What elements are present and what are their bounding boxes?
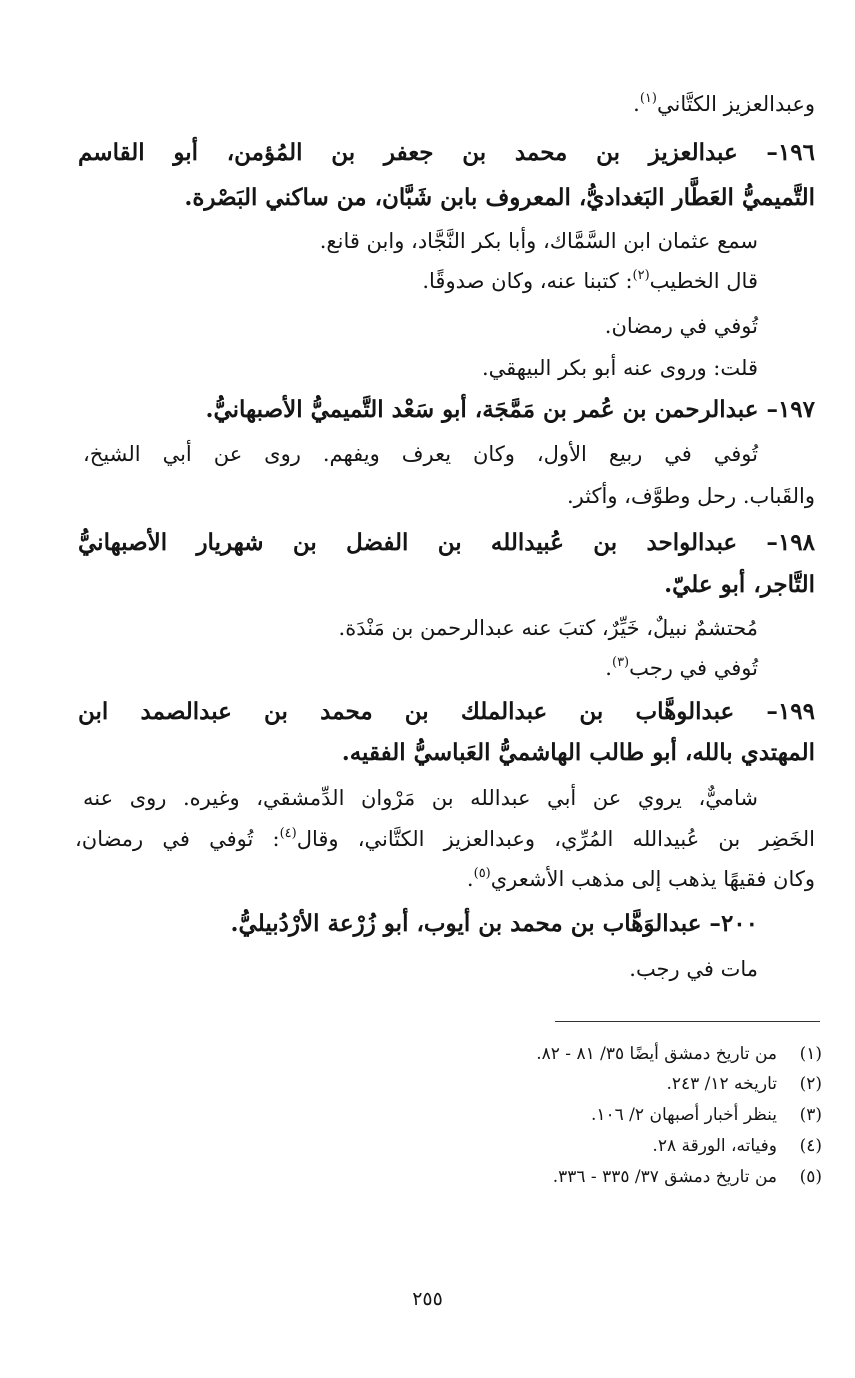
entry-196-text (422, 265, 758, 297)
footnote (591, 1101, 822, 1129)
footnote-number: (١) (799, 1044, 822, 1064)
entry-199-text (467, 863, 815, 895)
text: الخَضِر بن عُبيدالله المُرِّي، وعبدالعزيز الكتَّاني، وقال (296, 827, 816, 851)
footnote-text: وفياته، الورقة ٢٨. (652, 1136, 777, 1156)
entry-196-heading-line-1: ١٩٦– عبدالعزيز بن محمد بن جعفر بن المُؤمن، أبو القاسم (78, 139, 815, 166)
entry-199-text (75, 823, 815, 855)
footnote-number: (٤) (799, 1136, 822, 1156)
entry-196-text: قلت: وروى عنه أبو بكر البيهقي. (482, 356, 758, 380)
footnote-number: (٥) (799, 1167, 822, 1187)
text: وعبدالعزيز الكتَّاني (656, 92, 815, 116)
footnote-separator (555, 1021, 820, 1022)
entry-196-text: سمع عثمان ابن السَّمَّاك، وأبا بكر النَّجَّاد، وابن قانع. (319, 229, 758, 253)
footnote (536, 1040, 822, 1068)
text: : تُوفي في رمضان، (75, 827, 280, 851)
entry-198-heading-line-2: التَّاجر، أبو عليّ. (664, 571, 815, 598)
text: : كتبنا عنه، وكان صدوقًا. (422, 269, 633, 293)
continuation-line (633, 88, 815, 120)
entry-198-heading-line-1: ١٩٨– عبدالواحد بن عُبيدالله بن الفضل بن شهريار الأصبهانيُّ (78, 529, 815, 556)
footnote (652, 1132, 822, 1160)
text: . (605, 656, 612, 680)
footnote-text: تاريخه ١٢/ ٢٤٣. (666, 1074, 777, 1094)
text: تُوفي في رجب (629, 656, 758, 680)
entry-196-heading-line-2: التَّميميُّ العَطَّار البَغداديُّ، المعروف بابن شَبَّان، من ساكني البَصْرة. (184, 184, 815, 211)
footnote-text: ينظر أخبار أصبهان ٢/ ١٠٦. (590, 1105, 777, 1125)
footnote-number: (٢) (799, 1074, 822, 1094)
entry-200-heading: ٢٠٠– عبدالوَهَّاب بن محمد بن أيوب، أبو زُرْعة الأرْدُبيليُّ. (230, 910, 758, 937)
entry-199-text: شاميٌّ، يروي عن أبي عبدالله بن مَرْوان الدِّمشقي، وغيره. روى عنه (83, 786, 758, 810)
footnote (553, 1163, 822, 1191)
entry-200-text: مات في رجب. (629, 957, 758, 981)
entry-199-heading-line-2: المهتدي بالله، أبو طالب الهاشميُّ العَباسيُّ الفقيه. (341, 739, 815, 766)
footnote (666, 1070, 822, 1098)
footnote-text: من تاريخ دمشق أيضًا ٣٥/ ٨١ - ٨٢. (536, 1044, 777, 1064)
footnote-ref: (٣) (611, 655, 630, 670)
entry-198-text (605, 652, 758, 684)
entry-196-text: تُوفي في رمضان. (604, 314, 758, 338)
footnote-text: من تاريخ دمشق ٣٧/ ٣٣٥ - ٣٣٦. (552, 1167, 777, 1187)
page-number: ٢٥٥ (412, 1288, 443, 1310)
footnote-ref: (٥) (473, 866, 491, 881)
entry-197-text: والقَباب. رحل وطوَّف، وأكثر. (566, 484, 815, 508)
text: وكان فقيهًا يذهب إلى مذهب الأشعري (490, 867, 815, 891)
entry-199-heading-line-1: ١٩٩– عبدالوهَّاب بن عبدالملك بن محمد بن عبدالصمد ابن (78, 698, 815, 725)
text: . (466, 867, 474, 891)
footnote-number: (٣) (799, 1105, 822, 1125)
footnote-ref: (١) (639, 91, 657, 106)
text: قال الخطيب (649, 269, 758, 293)
entry-197-heading: ١٩٧– عبدالرحمن بن عُمر بن مَمَّجَة، أبو سَعْد التَّميميُّ الأصبهانيُّ. (205, 396, 815, 423)
footnote-ref: (٢) (632, 268, 650, 283)
text: . (633, 92, 640, 116)
footnote-ref: (٤) (279, 826, 297, 841)
entry-197-text: تُوفي في ربيع الأول، وكان يعرف ويفهم. روى عن أبي الشيخ، (83, 442, 758, 466)
entry-198-text: مُحتشمٌ نبيلٌ، خَيِّرٌ، كتبَ عنه عبدالرحمن بن مَنْدَة. (338, 616, 758, 640)
